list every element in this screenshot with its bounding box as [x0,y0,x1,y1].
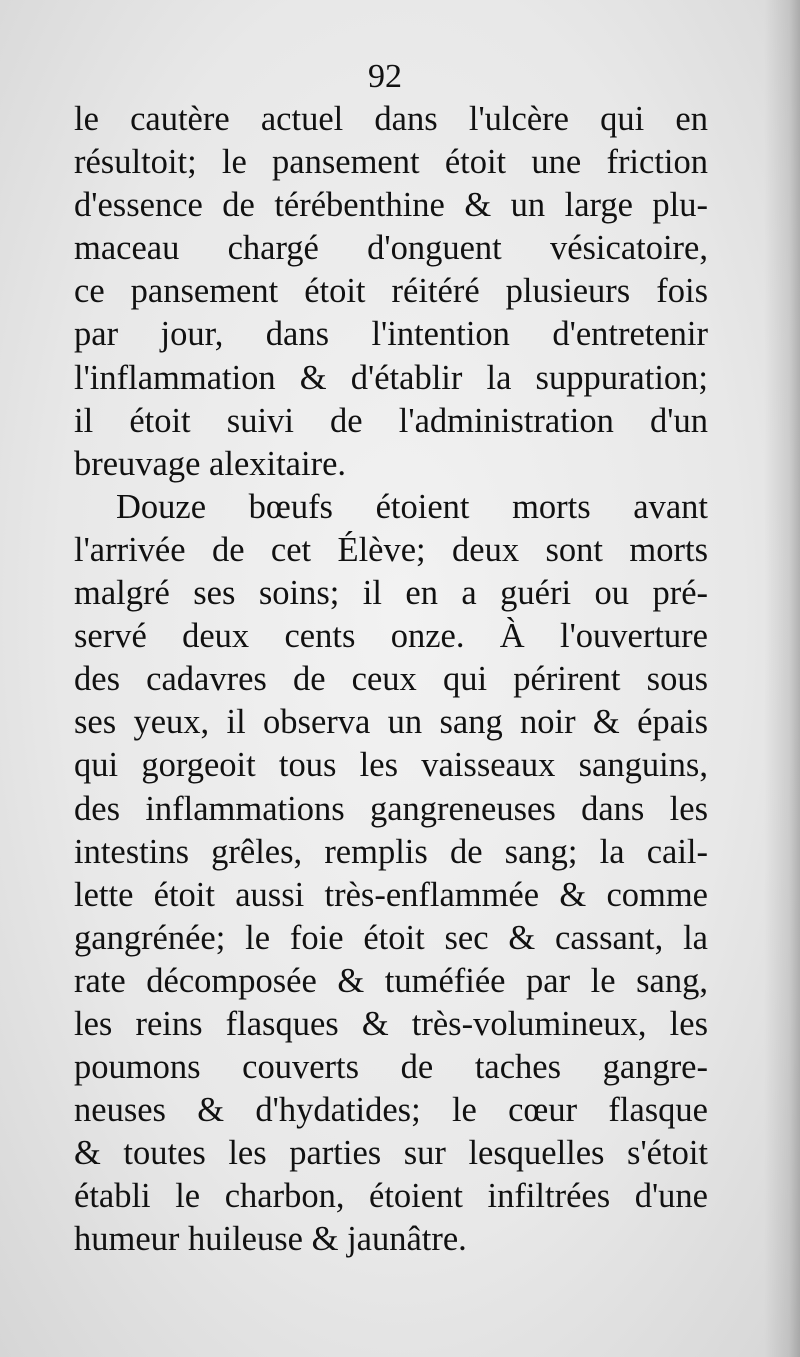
text-line: par jour, dans l'intention d'entretenir [74,315,708,354]
text-line: d'essence de térébenthine & un large plu- [74,186,708,225]
text-line: les reins flasques & très-volumineux, les [74,1004,708,1043]
text-line: résultoit; le pansement étoit une friction [74,143,708,182]
page-number: 92 [368,58,402,95]
page-edge-shadow [764,0,800,1357]
text-line: & toutes les parties sur lesquelles s'étoit [74,1134,708,1173]
text-line: humeur huileuse & jaunâtre. [74,1220,467,1259]
text-line: ce pansement étoit réitéré plusieurs fois [74,272,708,311]
text-line: lette étoit aussi très-enflammée & comme [74,875,708,914]
text-line: malgré ses soins; il en a guéri ou pré- [74,574,708,613]
text-line: neuses & d'hydatides; le cœur flasque [74,1091,708,1130]
text-line: rate décomposée & tuméfiée par le sang, [74,961,708,1000]
text-line: ses yeux, il observa un sang noir & épais [74,703,708,742]
text-line: servé deux cents onze. À l'ouverture [74,617,708,656]
text-line: breuvage alexitaire. [74,444,347,483]
text-line: des cadavres de ceux qui périrent sous [74,660,708,699]
body-text [74,98,708,1262]
text-line: Douze bœufs étoient morts avant [116,487,708,526]
text-line: établi le charbon, étoient infiltrées d'une [74,1177,708,1216]
text-line: maceau chargé d'onguent vésicatoire, [74,229,708,268]
text-line: qui gorgeoit tous les vaisseaux sanguins, [74,746,708,785]
text-line: il étoit suivi de l'administration d'un [74,401,708,440]
text-line: des inflammations gangreneuses dans les [74,789,708,828]
text-line: le cautère actuel dans l'ulcère qui en [74,100,708,138]
text-line: l'inflammation & d'établir la suppuration; [74,358,708,397]
text-line: l'arrivée de cet Élève; deux sont morts [74,530,708,569]
text-line: intestins grêles, remplis de sang; la cail- [74,832,708,871]
text-line: poumons couverts de taches gangre- [74,1048,708,1087]
text-line: gangrénée; le foie étoit sec & cassant, la [74,918,708,957]
